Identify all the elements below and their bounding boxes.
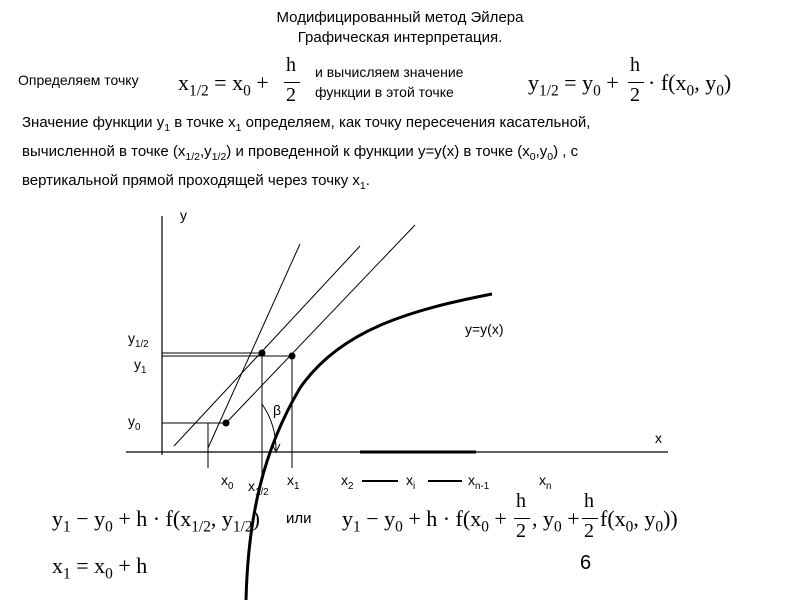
y0-sub: 0 (135, 421, 141, 433)
f2-frac1-bar (514, 518, 530, 519)
f1-b-sub: 0 (105, 518, 113, 536)
p1-c: определяем, как точку пересечения касательной, (241, 114, 591, 131)
x0-base: x (221, 472, 228, 488)
f2-tail-sub0: 0 (625, 518, 634, 536)
y-half-base: y (128, 330, 135, 346)
x-half-sub: 1/2 (255, 486, 269, 498)
f2-den2: 2 (584, 520, 594, 542)
solution-curve (246, 294, 492, 600)
x1-base: x (287, 472, 294, 488)
p2-sub2: 1/2 (211, 151, 227, 163)
eq-y-half-tail-mid: , y (694, 70, 717, 95)
x-label-i (406, 472, 415, 492)
p2-b: ,y (200, 143, 212, 160)
f1-a-sub: 1 (63, 518, 71, 536)
x-label-n (539, 472, 551, 492)
p1-sub2: 1 (235, 122, 242, 134)
x2-sub: 2 (348, 480, 354, 492)
y1-sub: 1 (141, 364, 147, 376)
f3-b: = x (70, 553, 106, 578)
f2-frac2-bar (582, 518, 598, 519)
x-label-2 (341, 472, 353, 492)
eq-y-half-plus: + (606, 70, 619, 95)
xn1-base: x (468, 472, 475, 488)
x-half-base: x (248, 478, 255, 494)
p2-sub1: 1/2 (185, 151, 201, 163)
or-word: или (286, 510, 312, 527)
point-x1-y1 (289, 353, 296, 360)
f2-c: + h · f(x (402, 506, 482, 531)
step1-prefix: Определяем точку (18, 72, 139, 88)
p3-a: вертикальной прямой проходящей через точку x (22, 172, 360, 189)
p2-c: ) и проведенной к функции y=y(x) в точке (x (226, 143, 530, 160)
p1-b: в точке x (170, 114, 236, 131)
x-label-half (248, 478, 269, 498)
eq-y-half-tail: · f(x (648, 70, 687, 95)
f1-b: − y (70, 506, 106, 531)
eq-x-half-den: 2 (286, 84, 296, 106)
eq-y-half-rhs-sub: 0 (593, 82, 601, 100)
p3-sub: 1 (359, 180, 366, 192)
formula-2 (342, 490, 702, 550)
eq-y-half-lhs: y (528, 70, 539, 95)
p3-b: . (365, 172, 370, 189)
eq-y-half-tail-end: ) (723, 70, 732, 95)
x-label-n-1 (468, 472, 489, 492)
f2-b-sub: 0 (395, 518, 403, 536)
xi-sub: i (413, 480, 416, 492)
y-label-half (128, 330, 149, 350)
f1-c: + h · f(x (112, 506, 192, 531)
f2-tail: f(x (600, 506, 626, 531)
tangent-line-steep (208, 244, 300, 448)
p2-a: вычисленной в точке (x (22, 143, 186, 160)
f2-a-sub: 1 (353, 518, 361, 536)
title-line-2: Графическая интерпретация. (297, 29, 503, 46)
angle-beta-label: β (273, 402, 282, 418)
f2-plus2: + (561, 506, 580, 531)
f3-a: x (52, 553, 63, 578)
page-number: 6 (580, 552, 592, 574)
tangent-line-mid (174, 246, 360, 446)
formula-1 (52, 506, 260, 536)
step1-middle-line2: функции в этой точке (315, 84, 454, 100)
f2-num1: h (516, 490, 526, 512)
eq-y-half-tail-sub0: 0 (686, 82, 695, 100)
p2-sub3: 0 (529, 151, 536, 163)
eq-y-half-rhs: = y (564, 70, 594, 95)
f1-a: y (52, 506, 63, 531)
f2-den1: 2 (516, 520, 526, 542)
f3-b-sub: 0 (105, 565, 113, 583)
x2-base: x (341, 472, 348, 488)
y-half-sub: 1/2 (135, 338, 149, 350)
eq-x-half-plus: + (256, 70, 269, 95)
f2-mid-sub: 0 (554, 518, 562, 536)
x0-sub: 0 (228, 480, 234, 492)
p2-sub4: 0 (547, 151, 554, 163)
f1-e: ) (252, 506, 260, 531)
axis-x-label: x (655, 430, 662, 446)
y0-base: y (128, 413, 135, 429)
f1-d-sub: 1/2 (232, 518, 253, 536)
f2-mid: , y (532, 506, 554, 531)
eq-y-half-den: 2 (630, 84, 640, 106)
point-x0-y0 (223, 420, 230, 427)
y-label-0 (128, 413, 140, 433)
axis-y-label: y (180, 207, 187, 223)
eq-y-half-lhs-sub: 1/2 (539, 82, 559, 100)
eq-y-half-num: h (630, 54, 640, 76)
x-label-1 (287, 472, 299, 492)
eq-x-half-lhs: x (178, 70, 189, 95)
x1-sub: 1 (294, 480, 300, 492)
eq-x-half-rhs: = x (214, 70, 244, 95)
point-x-half-y-half (259, 350, 266, 357)
y1-base: y (134, 356, 141, 372)
f1-d: , y (210, 506, 233, 531)
eq-x-half-num: h (286, 54, 296, 76)
p2-d: ,y (535, 143, 548, 160)
y-label-1 (134, 356, 146, 376)
f2-tail-end: )) (663, 506, 678, 531)
xn-base: x (539, 472, 546, 488)
xn1-sub: n-1 (475, 480, 490, 492)
f1-c-sub: 1/2 (191, 518, 211, 536)
x-label-0 (221, 472, 233, 492)
f2-plus: + (488, 506, 507, 531)
formula-3 (52, 553, 147, 583)
f3-a-sub: 1 (63, 565, 71, 583)
f2-num2: h (584, 490, 594, 512)
p1-sub1: 1 (164, 122, 171, 134)
f2-c-sub: 0 (481, 518, 489, 536)
curve-label: y=y(x) (465, 321, 504, 337)
xn-sub: n (546, 480, 552, 492)
eq-x-half-lhs-sub: 1/2 (189, 82, 209, 100)
step1-middle-line1: и вычисляем значение (315, 64, 464, 80)
eq-y-half-tail-sub1: 0 (716, 82, 724, 100)
eq-x-half-rhs-sub: 0 (243, 82, 251, 100)
p2-e: ) , с (553, 143, 579, 160)
p1-a: Значение функции y (22, 114, 165, 131)
f2-tail-sub1: 0 (655, 518, 664, 536)
title-line-1: Модифицированный метод Эйлера (276, 9, 524, 26)
f2-a: y (342, 506, 353, 531)
f2-tail-mid: , y (633, 506, 656, 531)
xi-base: x (406, 472, 413, 488)
f3-c: + h (112, 553, 148, 578)
f2-b: − y (360, 506, 396, 531)
